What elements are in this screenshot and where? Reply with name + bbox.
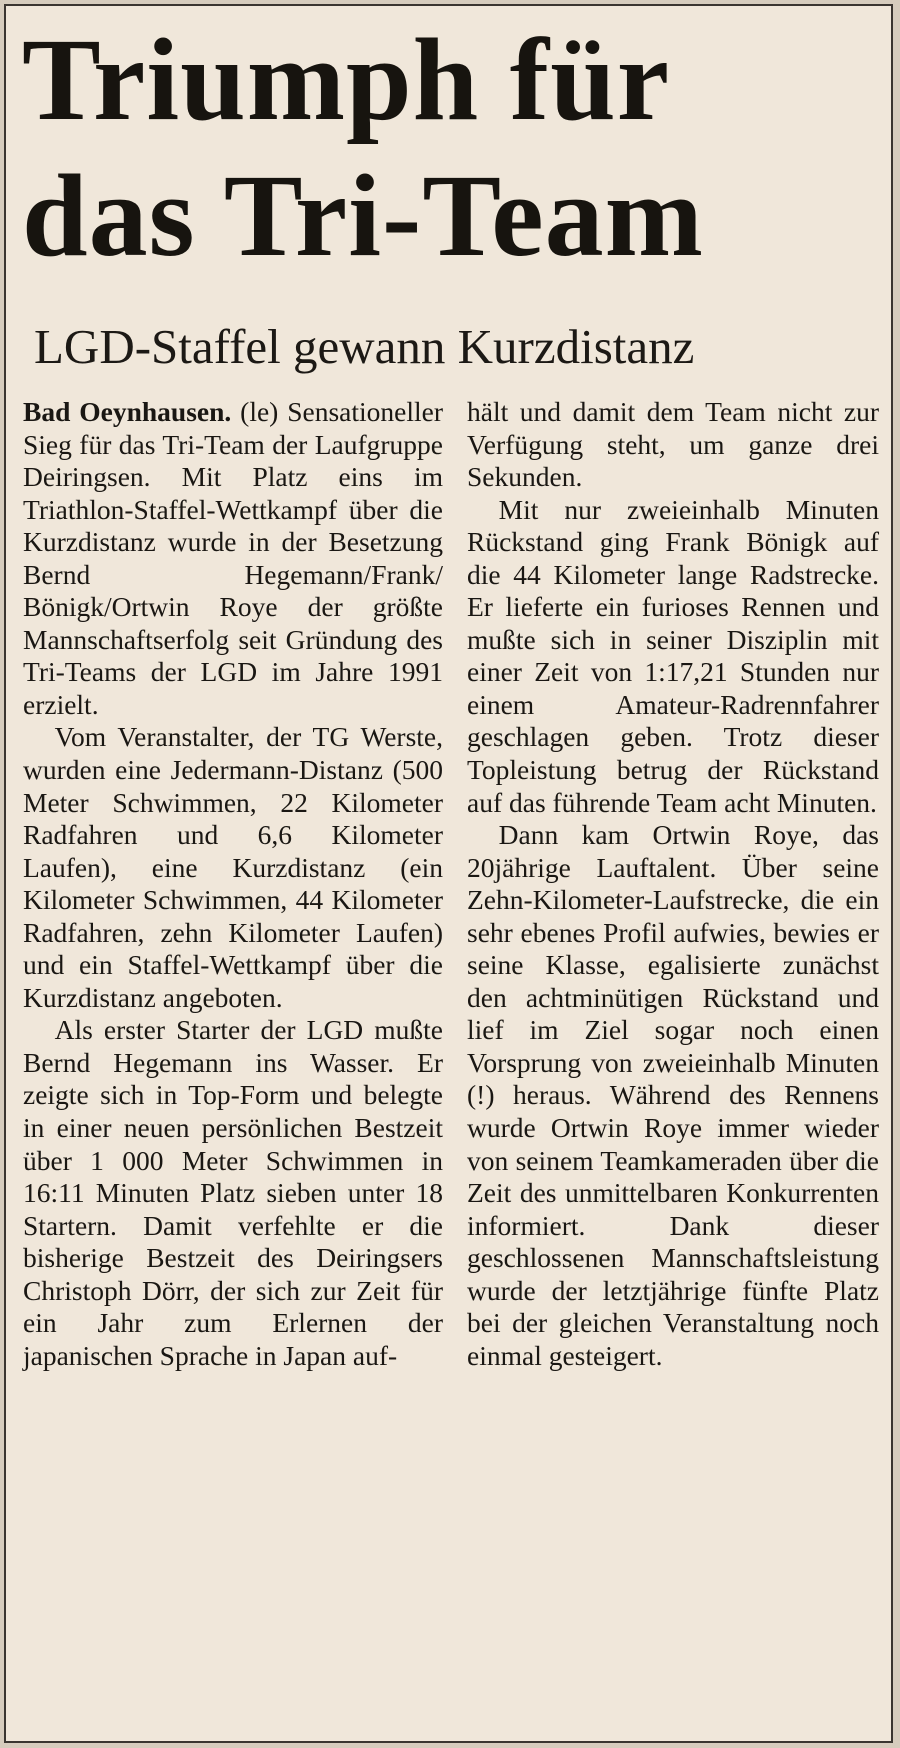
headline-line-1: Triumph für [22,14,671,145]
article-column-left [23,396,443,1372]
newspaper-clipping [4,4,893,1743]
article-paragraph-5: Dann kam Ortwin Roye, das 20jährige Lauftalent. Über seine Zehn-Kilometer-Laufstrecke, die ein sehr ebenes Profil aufwies, bewies er seine Klasse, egalisierte zunächst den achtminütigen Rückstand und lief im Ziel sogar noch einen Vorsprung von zweieinhalb Minuten (!) heraus. Während des Rennens wurde Ortwin Roye immer wieder von seinem Teamkameraden über die Zeit des unmittelbaren Konkurrenten informiert. Dank dieser geschlossenen Mannschaftsleistung wurde der letztjährige fünfte Platz bei der gleichen Veranstaltung noch einmal gesteigert. [467,819,879,1371]
subheadline: LGD-Staffel gewann Kurzdistanz [34,319,695,374]
headline [22,12,882,284]
article-column-right [467,396,879,1372]
dateline: Bad Oeynhausen. [23,396,232,427]
paragraph-1-text: (le) Sensationeller Sieg für das Tri-Team der Laufgruppe Deiringsen. Mit Platz eins im Triathlon-Staffel-Wettkampf über die Kurzdistanz wurde in der Besetzung Bernd Hegemann/Frank/ Bönigk/Ortwin Roye der größte Mannschaftserfolg seit Gründung des Tri-Teams der LGD im Jahre 1991 erzielt. [23,396,443,720]
headline-line-2: das Tri-Team [22,150,704,281]
article-paragraph-4: Mit nur zweieinhalb Minuten Rückstand ging Frank Bönigk auf die 44 Kilometer lange Radstrecke. Er lieferte ein furioses Rennen und mußte sich in seiner Disziplin mit einer Zeit von 1:17,21 Stunden nur einem Amateur-Radrennfahrer geschlagen geben. Trotz dieser Topleistung betrug der Rückstand auf das führende Team acht Minuten. [467,493,879,818]
article-paragraph-3-continued: hält und damit dem Team nicht zur Verfügung steht, um ganze drei Sekunden. [467,396,879,493]
article-paragraph-1 [23,396,443,721]
article-paragraph-2: Vom Veranstalter, der TG Werste, wurden eine Jedermann-Distanz (500 Meter Schwimmen, 22 Kilometer Radfahren und 6,6 Kilometer Laufen), eine Kurzdistanz (ein Kilometer Schwimmen, 44 Kilometer Radfahren, zehn Kilometer Laufen) und ein Staffel-Wettkampf über die Kurzdistanz angeboten. [23,721,443,1013]
article-paragraph-3: Als erster Starter der LGD mußte Bernd Hegemann ins Wasser. Er zeigte sich in Top-Form und belegte in einer neuen persönlichen Bestzeit über 1 000 Meter Schwimmen in 16:11 Minuten Platz sieben unter 18 Startern. Damit verfehlte er die bisherige Bestzeit des Deiringsers Christoph Dörr, der sich zur Zeit für ein Jahr zum Erlernen der japanischen Sprache in Japan auf- [23,1014,443,1371]
